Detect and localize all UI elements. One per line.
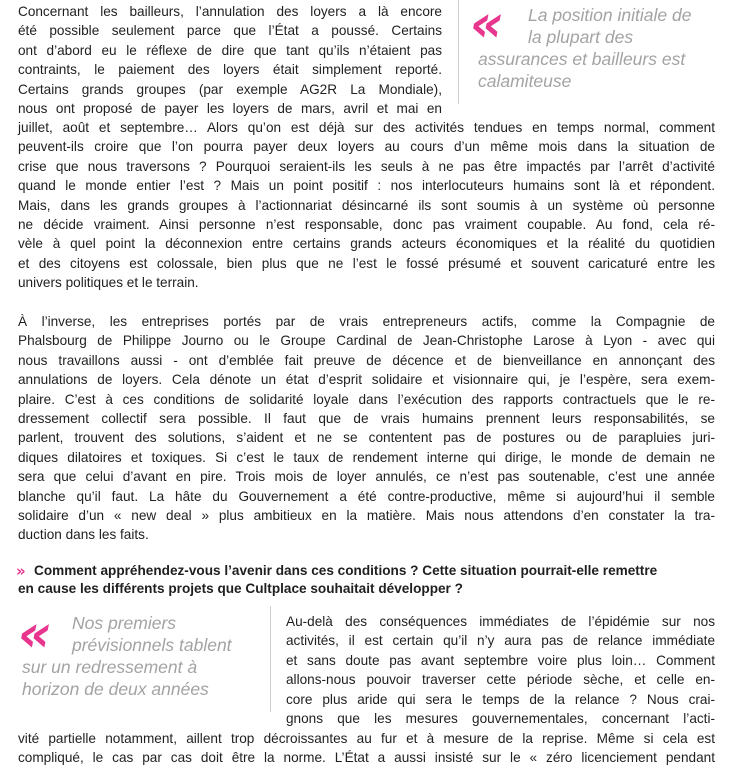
text-line: contraints, le paiement des loyers était simplement reporté. bbox=[18, 62, 442, 78]
paragraph-bailleurs-full-width bbox=[18, 118, 715, 293]
text-line: crise que nous traversons ? Pourquoi seraient-ils les seuls à ne pas être impactés par l’arrêt d’activité bbox=[18, 158, 715, 174]
pull-quote-assurances-cont bbox=[478, 48, 728, 92]
paragraph-bailleurs bbox=[18, 2, 442, 118]
pull-quote-divider bbox=[458, 0, 459, 104]
text-line: vèle à quel point la déconnexion entre certains grands acteurs économiques et la réalité du quotidien bbox=[18, 236, 715, 252]
text-line: duction dans les faits. bbox=[18, 527, 149, 543]
pull-quote-line: Nos premiers bbox=[72, 613, 177, 633]
text-line: nous ont proposé de payer les loyers de mars, avril et mai en bbox=[18, 101, 442, 117]
double-left-angle-quote-icon: « bbox=[470, 0, 504, 54]
pull-quote-line: horizon de deux années bbox=[22, 679, 209, 699]
text-line: Certains grands groupes (par exemple AG2R La Mondiale), bbox=[18, 81, 442, 97]
text-line: été possible seulement parce que l’État a poussé. Certains bbox=[18, 23, 442, 39]
text-line: nous travaillons aussi - ont d’emblée fait preuve de décence et de bienveillance en annonçant des bbox=[18, 352, 715, 368]
text-line: À l’inverse, les entreprises portés par de vrais entrepreneurs actifs, comme la Compagnie de bbox=[18, 314, 715, 329]
text-line: core plus aride qui sera le temps de la relance ? Nous crai- bbox=[286, 691, 715, 707]
pull-quote-line: sur un redressement à bbox=[22, 657, 198, 677]
pull-quote-line: calamiteuse bbox=[478, 71, 572, 91]
text-line: annulations de loyers. Cela dénote un état d’esprit solidaire et visionnaire qui, je l’espère, sera exem- bbox=[18, 372, 715, 388]
text-line: plaire. C’est à ces conditions de solidarité loyale dans l’exécution des rapports contractuels que le re- bbox=[18, 391, 715, 407]
text-line: Au-delà des conséquences immédiates de l’épidémie sur nos bbox=[286, 614, 715, 629]
interview-question bbox=[18, 562, 718, 598]
text-line: peuvent-ils croire que l’on pourra payer deux loyers au cours d’un même mois dans la situation de bbox=[18, 139, 715, 155]
text-line: allons-nous pouvoir traverser cette période sèche, et celle en- bbox=[286, 672, 715, 688]
text-line: gnons que les mesures gouvernementales, concernant l’acti- bbox=[286, 711, 715, 727]
text-line: activités, il est certain qu’il n’y aura pas de relance immédiate bbox=[286, 633, 715, 649]
text-line: et sans doute pas avant septembre voire plus loin… Comment bbox=[286, 652, 715, 668]
text-line: solidaire d’un « new deal » plus ambitieux en la matière. Mais nous attendons d’en constater la tra- bbox=[18, 508, 715, 524]
text-line: ont d’abord eu le réflexe de dire que tant qu’ils n’étaient pas bbox=[18, 42, 442, 58]
text-line: diques dilatoires et toxiques. Si c’est le taux de rendement interne qui dirige, le monde de demain ne bbox=[18, 449, 715, 465]
pull-quote-line: la plupart des bbox=[528, 27, 634, 47]
text-line: blanche qu’il faut. La hâte du Gouvernement a été contre-productive, même si aujourd’hui il semble bbox=[18, 488, 715, 504]
paragraph-avenir-full-width bbox=[18, 729, 715, 768]
paragraph-avenir bbox=[286, 612, 715, 728]
text-line: Concernant les bailleurs, l’annulation des loyers a là encore bbox=[18, 4, 442, 19]
question-line: en cause les différents projets que Cultplace souhaitait développer ? bbox=[18, 581, 463, 596]
text-line: univers politiques et le terrain. bbox=[18, 275, 199, 291]
text-line: et des citoyens est colossale, bien plus que ne l’est le fossé présumé et souvent caricaturé entre les bbox=[18, 255, 715, 271]
pull-quote-redressement-cont bbox=[22, 656, 262, 700]
text-line: vité partielle notamment, aillent trop décroissantes au fur et à mesure de la reprise. Même si cela est bbox=[18, 731, 715, 746]
pull-quote-redressement bbox=[72, 612, 272, 656]
text-line: Mais, dans les grands groupes à l’actionnariat désincarné ils sont soumis à un système où personne bbox=[18, 197, 715, 213]
pull-quote-line: assurances et bailleurs est bbox=[478, 49, 686, 69]
text-line: juillet, août et septembre… Alors qu’on est déjà sur des activités tendues en temps normal, comment bbox=[18, 120, 715, 135]
pull-quote-line: prévisionnels tablent bbox=[72, 635, 232, 655]
double-left-angle-quote-icon: « bbox=[18, 604, 52, 664]
text-line: dressement collectif sera possible. Il faut que de vrais humains prennent leurs responsabilités, se bbox=[18, 411, 715, 427]
text-line: parlent, trouvent des solutions, s’aident et ne se contentent pas de postures ou de parapluies juri- bbox=[18, 430, 715, 446]
text-line: ne décide vraiment. Ainsi personne n’est responsable, donc pas vraiment coupable. Au fond, cela ré- bbox=[18, 217, 715, 233]
double-right-angle-icon: » bbox=[16, 562, 26, 580]
paragraph-entrepreneurs bbox=[18, 312, 715, 545]
text-line: sera que celui d’avant en pire. Trois mois de loyer annulés, ce n’est pas soutenable, c’est une année bbox=[18, 469, 715, 485]
text-line: Phalsbourg de Philippe Journo ou le Groupe Cardinal de Jean-Christophe Larose à Lyon - avec qui bbox=[18, 333, 715, 349]
pull-quote-line: La position initiale de bbox=[528, 5, 692, 25]
pull-quote-assurances bbox=[528, 4, 728, 48]
pull-quote-divider bbox=[270, 606, 271, 712]
text-line: compliqué, le cas par cas doit être la norme. L’État a aussi insisté sur le « zéro licenciement pendant bbox=[18, 750, 715, 766]
question-line: Comment appréhendez-vous l’avenir dans ces conditions ? Cette situation pourrait-elle remettre bbox=[34, 563, 658, 578]
text-line: quand le monde entier l’est ? Mais un point positif : nos interlocuteurs humains sont là et répondent. bbox=[18, 178, 715, 194]
